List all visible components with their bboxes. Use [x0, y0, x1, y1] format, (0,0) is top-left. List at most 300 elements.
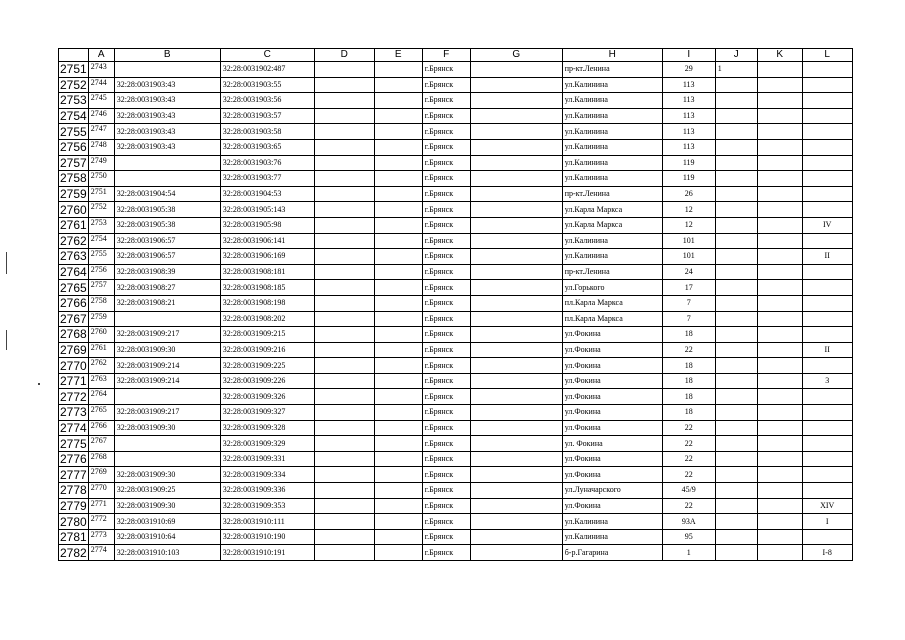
- cell-j[interactable]: [715, 280, 757, 296]
- cell-b[interactable]: 32:28:0031909:30: [114, 467, 220, 483]
- cell-e[interactable]: [374, 264, 422, 280]
- cell-e[interactable]: [374, 108, 422, 124]
- cell-e[interactable]: [374, 93, 422, 109]
- cell-g[interactable]: [470, 545, 562, 561]
- cell-f[interactable]: г.Брянск: [422, 373, 470, 389]
- cell-c[interactable]: 32:28:0031909:334: [220, 467, 314, 483]
- cell-e[interactable]: [374, 467, 422, 483]
- cell-j[interactable]: [715, 529, 757, 545]
- cell-g[interactable]: [470, 108, 562, 124]
- row-number[interactable]: 2757: [60, 155, 87, 170]
- cell-e[interactable]: [374, 342, 422, 358]
- cell-k[interactable]: [757, 467, 802, 483]
- cell-i[interactable]: 22: [662, 467, 715, 483]
- cell-h[interactable]: ул.Карла Маркса: [562, 202, 662, 218]
- cell-d[interactable]: [314, 467, 374, 483]
- cell-h[interactable]: пр-кт.Ленина: [562, 264, 662, 280]
- cell-a[interactable]: 2743: [88, 62, 114, 78]
- cell-d[interactable]: [314, 171, 374, 187]
- cell-j[interactable]: [715, 545, 757, 561]
- cell-f[interactable]: г.Брянск: [422, 514, 470, 530]
- cell-a[interactable]: 2750: [88, 171, 114, 187]
- cell-k[interactable]: [757, 498, 802, 514]
- cell-d[interactable]: [314, 217, 374, 233]
- cell-f[interactable]: г.Брянск: [422, 202, 470, 218]
- cell-f[interactable]: г.Брянск: [422, 139, 470, 155]
- row-number[interactable]: 2766: [60, 296, 87, 311]
- cell-e[interactable]: [374, 373, 422, 389]
- cell-b[interactable]: 32:28:0031909:25: [114, 483, 220, 499]
- row-number[interactable]: 2762: [60, 233, 87, 248]
- cell-b[interactable]: [114, 451, 220, 467]
- cell-f[interactable]: г.Брянск: [422, 233, 470, 249]
- cell-k[interactable]: [757, 405, 802, 421]
- cell-i[interactable]: 29: [662, 62, 715, 78]
- cell-d[interactable]: [314, 483, 374, 499]
- cell-h[interactable]: ул.Калинина: [562, 514, 662, 530]
- cell-a[interactable]: 2746: [88, 108, 114, 124]
- cell-a[interactable]: 2774: [88, 545, 114, 561]
- cell-l[interactable]: [802, 155, 852, 171]
- cell-b[interactable]: 32:28:0031910:103: [114, 545, 220, 561]
- cell-l[interactable]: XIV: [802, 498, 852, 514]
- cell-l[interactable]: II: [802, 249, 852, 265]
- cell-k[interactable]: [757, 451, 802, 467]
- cell-i[interactable]: 18: [662, 327, 715, 343]
- row-number[interactable]: 2777: [60, 467, 87, 482]
- cell-j[interactable]: [715, 124, 757, 140]
- cell-i[interactable]: 1: [662, 545, 715, 561]
- cell-d[interactable]: [314, 545, 374, 561]
- cell-f[interactable]: г.Брянск: [422, 498, 470, 514]
- cell-e[interactable]: [374, 436, 422, 452]
- cell-f[interactable]: г.Брянск: [422, 62, 470, 78]
- cell-h[interactable]: ул.Горького: [562, 280, 662, 296]
- cell-e[interactable]: [374, 171, 422, 187]
- cell-d[interactable]: [314, 436, 374, 452]
- cell-f[interactable]: г.Брянск: [422, 217, 470, 233]
- cell-f[interactable]: г.Брянск: [422, 358, 470, 374]
- cell-f[interactable]: г.Брянск: [422, 327, 470, 343]
- row-number[interactable]: 2770: [60, 358, 87, 373]
- cell-j[interactable]: [715, 139, 757, 155]
- cell-h[interactable]: ул.Фокина: [562, 389, 662, 405]
- cell-j[interactable]: [715, 217, 757, 233]
- cell-l[interactable]: [802, 77, 852, 93]
- cell-e[interactable]: [374, 249, 422, 265]
- cell-h[interactable]: ул.Фокина: [562, 467, 662, 483]
- cell-a[interactable]: 2762: [88, 358, 114, 374]
- cell-a[interactable]: 2773: [88, 529, 114, 545]
- row-number[interactable]: 2758: [60, 171, 87, 186]
- cell-g[interactable]: [470, 498, 562, 514]
- cell-j[interactable]: [715, 171, 757, 187]
- row-number[interactable]: 2765: [60, 280, 87, 295]
- cell-g[interactable]: [470, 202, 562, 218]
- cell-i[interactable]: 101: [662, 233, 715, 249]
- cell-e[interactable]: [374, 514, 422, 530]
- cell-e[interactable]: [374, 498, 422, 514]
- cell-a[interactable]: 2763: [88, 373, 114, 389]
- cell-e[interactable]: [374, 389, 422, 405]
- cell-i[interactable]: 12: [662, 217, 715, 233]
- cell-e[interactable]: [374, 405, 422, 421]
- cell-d[interactable]: [314, 264, 374, 280]
- cell-b[interactable]: 32:28:0031909:217: [114, 405, 220, 421]
- cell-a[interactable]: 2765: [88, 405, 114, 421]
- cell-c[interactable]: 32:28:0031903:57: [220, 108, 314, 124]
- cell-a[interactable]: 2759: [88, 311, 114, 327]
- cell-l[interactable]: [802, 436, 852, 452]
- cell-l[interactable]: [802, 483, 852, 499]
- row-number[interactable]: 2769: [60, 342, 87, 357]
- cell-d[interactable]: [314, 77, 374, 93]
- cell-g[interactable]: [470, 373, 562, 389]
- cell-e[interactable]: [374, 545, 422, 561]
- cell-e[interactable]: [374, 529, 422, 545]
- column-header-h[interactable]: H: [562, 49, 662, 62]
- cell-l[interactable]: [802, 62, 852, 78]
- cell-h[interactable]: ул.Карла Маркса: [562, 217, 662, 233]
- cell-f[interactable]: г.Брянск: [422, 451, 470, 467]
- cell-k[interactable]: [757, 139, 802, 155]
- cell-d[interactable]: [314, 311, 374, 327]
- cell-a[interactable]: 2749: [88, 155, 114, 171]
- cell-g[interactable]: [470, 186, 562, 202]
- cell-i[interactable]: 113: [662, 139, 715, 155]
- cell-c[interactable]: 32:28:0031905:143: [220, 202, 314, 218]
- cell-j[interactable]: [715, 233, 757, 249]
- cell-d[interactable]: [314, 498, 374, 514]
- cell-i[interactable]: 22: [662, 436, 715, 452]
- cell-a[interactable]: 2772: [88, 514, 114, 530]
- cell-e[interactable]: [374, 186, 422, 202]
- cell-l[interactable]: IV: [802, 217, 852, 233]
- cell-j[interactable]: [715, 451, 757, 467]
- cell-k[interactable]: [757, 311, 802, 327]
- cell-j[interactable]: 1: [715, 62, 757, 78]
- cell-k[interactable]: [757, 108, 802, 124]
- column-header-k[interactable]: K: [757, 49, 802, 62]
- row-number[interactable]: 2752: [60, 77, 87, 92]
- cell-d[interactable]: [314, 280, 374, 296]
- cell-i[interactable]: 26: [662, 186, 715, 202]
- cell-i[interactable]: 7: [662, 295, 715, 311]
- cell-g[interactable]: [470, 483, 562, 499]
- cell-b[interactable]: [114, 436, 220, 452]
- cell-c[interactable]: 32:28:0031909:329: [220, 436, 314, 452]
- cell-a[interactable]: 2760: [88, 327, 114, 343]
- cell-i[interactable]: 113: [662, 77, 715, 93]
- cell-l[interactable]: [802, 467, 852, 483]
- cell-b[interactable]: [114, 389, 220, 405]
- cell-l[interactable]: [802, 124, 852, 140]
- cell-g[interactable]: [470, 264, 562, 280]
- cell-b[interactable]: 32:28:0031903:43: [114, 93, 220, 109]
- cell-k[interactable]: [757, 77, 802, 93]
- cell-h[interactable]: пл.Карла Маркса: [562, 311, 662, 327]
- cell-e[interactable]: [374, 327, 422, 343]
- cell-e[interactable]: [374, 420, 422, 436]
- cell-b[interactable]: [114, 171, 220, 187]
- cell-f[interactable]: г.Брянск: [422, 93, 470, 109]
- cell-i[interactable]: 7: [662, 311, 715, 327]
- cell-l[interactable]: [802, 186, 852, 202]
- cell-a[interactable]: 2745: [88, 93, 114, 109]
- cell-d[interactable]: [314, 327, 374, 343]
- cell-d[interactable]: [314, 529, 374, 545]
- cell-c[interactable]: 32:28:0031910:190: [220, 529, 314, 545]
- column-header-l[interactable]: L: [802, 49, 852, 62]
- cell-g[interactable]: [470, 139, 562, 155]
- cell-i[interactable]: 24: [662, 264, 715, 280]
- cell-j[interactable]: [715, 467, 757, 483]
- cell-l[interactable]: [802, 405, 852, 421]
- cell-f[interactable]: г.Брянск: [422, 249, 470, 265]
- cell-l[interactable]: II: [802, 342, 852, 358]
- cell-a[interactable]: 2769: [88, 467, 114, 483]
- cell-h[interactable]: пр-кт.Ленина: [562, 186, 662, 202]
- cell-a[interactable]: 2761: [88, 342, 114, 358]
- row-number[interactable]: 2781: [60, 530, 87, 545]
- cell-i[interactable]: 45/9: [662, 483, 715, 499]
- cell-i[interactable]: 17: [662, 280, 715, 296]
- row-number[interactable]: 2780: [60, 514, 87, 529]
- cell-j[interactable]: [715, 202, 757, 218]
- cell-b[interactable]: 32:28:0031906:57: [114, 249, 220, 265]
- cell-a[interactable]: 2752: [88, 202, 114, 218]
- cell-e[interactable]: [374, 233, 422, 249]
- cell-g[interactable]: [470, 155, 562, 171]
- row-number[interactable]: 2754: [60, 109, 87, 124]
- cell-a[interactable]: 2747: [88, 124, 114, 140]
- cell-i[interactable]: 22: [662, 498, 715, 514]
- cell-j[interactable]: [715, 327, 757, 343]
- cell-b[interactable]: 32:28:0031909:214: [114, 373, 220, 389]
- cell-e[interactable]: [374, 280, 422, 296]
- cell-g[interactable]: [470, 249, 562, 265]
- cell-i[interactable]: 18: [662, 373, 715, 389]
- cell-g[interactable]: [470, 358, 562, 374]
- row-number[interactable]: 2779: [60, 498, 87, 513]
- cell-k[interactable]: [757, 171, 802, 187]
- cell-g[interactable]: [470, 311, 562, 327]
- cell-i[interactable]: 22: [662, 342, 715, 358]
- cell-f[interactable]: г.Брянск: [422, 405, 470, 421]
- cell-b[interactable]: 32:28:0031908:39: [114, 264, 220, 280]
- cell-k[interactable]: [757, 436, 802, 452]
- cell-e[interactable]: [374, 483, 422, 499]
- cell-k[interactable]: [757, 217, 802, 233]
- cell-b[interactable]: 32:28:0031908:21: [114, 295, 220, 311]
- column-header-g[interactable]: G: [470, 49, 562, 62]
- cell-d[interactable]: [314, 358, 374, 374]
- cell-a[interactable]: 2751: [88, 186, 114, 202]
- cell-h[interactable]: ул.Фокина: [562, 498, 662, 514]
- row-number[interactable]: 2760: [60, 202, 87, 217]
- cell-b[interactable]: 32:28:0031910:69: [114, 514, 220, 530]
- cell-c[interactable]: 32:28:0031909:336: [220, 483, 314, 499]
- row-number[interactable]: 2778: [60, 483, 87, 498]
- column-header-j[interactable]: J: [715, 49, 757, 62]
- cell-l[interactable]: [802, 358, 852, 374]
- cell-c[interactable]: 32:28:0031910:111: [220, 514, 314, 530]
- row-number[interactable]: 2761: [60, 218, 87, 233]
- cell-i[interactable]: 18: [662, 358, 715, 374]
- cell-h[interactable]: ул. Фокина: [562, 436, 662, 452]
- cell-k[interactable]: [757, 514, 802, 530]
- cell-j[interactable]: [715, 373, 757, 389]
- cell-f[interactable]: г.Брянск: [422, 389, 470, 405]
- cell-i[interactable]: 119: [662, 155, 715, 171]
- cell-b[interactable]: 32:28:0031909:30: [114, 342, 220, 358]
- cell-f[interactable]: г.Брянск: [422, 280, 470, 296]
- cell-k[interactable]: [757, 327, 802, 343]
- cell-j[interactable]: [715, 514, 757, 530]
- cell-i[interactable]: 113: [662, 108, 715, 124]
- cell-a[interactable]: 2770: [88, 483, 114, 499]
- cell-d[interactable]: [314, 108, 374, 124]
- cell-l[interactable]: [802, 420, 852, 436]
- cell-e[interactable]: [374, 62, 422, 78]
- cell-l[interactable]: [802, 202, 852, 218]
- cell-g[interactable]: [470, 280, 562, 296]
- cell-j[interactable]: [715, 358, 757, 374]
- cell-a[interactable]: 2744: [88, 77, 114, 93]
- cell-k[interactable]: [757, 233, 802, 249]
- cell-g[interactable]: [470, 93, 562, 109]
- cell-h[interactable]: ул.Фокина: [562, 327, 662, 343]
- cell-f[interactable]: г.Брянск: [422, 545, 470, 561]
- cell-f[interactable]: г.Брянск: [422, 155, 470, 171]
- cell-f[interactable]: г.Брянск: [422, 264, 470, 280]
- cell-l[interactable]: [802, 264, 852, 280]
- cell-j[interactable]: [715, 295, 757, 311]
- cell-b[interactable]: 32:28:0031909:30: [114, 498, 220, 514]
- cell-i[interactable]: 93А: [662, 514, 715, 530]
- cell-l[interactable]: 3: [802, 373, 852, 389]
- cell-c[interactable]: 32:28:0031909:331: [220, 451, 314, 467]
- row-number[interactable]: 2763: [60, 249, 87, 264]
- cell-f[interactable]: г.Брянск: [422, 342, 470, 358]
- cell-k[interactable]: [757, 529, 802, 545]
- cell-e[interactable]: [374, 124, 422, 140]
- row-number[interactable]: 2775: [60, 436, 87, 451]
- cell-k[interactable]: [757, 483, 802, 499]
- cell-h[interactable]: ул.Калинина: [562, 139, 662, 155]
- cell-g[interactable]: [470, 77, 562, 93]
- cell-j[interactable]: [715, 249, 757, 265]
- cell-a[interactable]: 2768: [88, 451, 114, 467]
- cell-j[interactable]: [715, 186, 757, 202]
- cell-h[interactable]: ул.Фокина: [562, 451, 662, 467]
- column-header-a[interactable]: A: [88, 49, 114, 62]
- row-number[interactable]: 2774: [60, 420, 87, 435]
- cell-d[interactable]: [314, 186, 374, 202]
- cell-c[interactable]: 32:28:0031906:169: [220, 249, 314, 265]
- cell-d[interactable]: [314, 202, 374, 218]
- cell-e[interactable]: [374, 311, 422, 327]
- cell-h[interactable]: ул.Калинина: [562, 155, 662, 171]
- cell-c[interactable]: 32:28:0031909:326: [220, 389, 314, 405]
- cell-e[interactable]: [374, 451, 422, 467]
- cell-c[interactable]: 32:28:0031909:225: [220, 358, 314, 374]
- cell-d[interactable]: [314, 249, 374, 265]
- cell-d[interactable]: [314, 514, 374, 530]
- cell-b[interactable]: 32:28:0031910:64: [114, 529, 220, 545]
- cell-h[interactable]: ул.Калинина: [562, 233, 662, 249]
- cell-d[interactable]: [314, 155, 374, 171]
- cell-b[interactable]: [114, 155, 220, 171]
- cell-b[interactable]: 32:28:0031903:43: [114, 139, 220, 155]
- cell-k[interactable]: [757, 93, 802, 109]
- cell-f[interactable]: г.Брянск: [422, 467, 470, 483]
- cell-b[interactable]: 32:28:0031909:217: [114, 327, 220, 343]
- cell-g[interactable]: [470, 451, 562, 467]
- cell-j[interactable]: [715, 405, 757, 421]
- cell-c[interactable]: 32:28:0031909:216: [220, 342, 314, 358]
- cell-f[interactable]: г.Брянск: [422, 311, 470, 327]
- cell-g[interactable]: [470, 171, 562, 187]
- cell-i[interactable]: 95: [662, 529, 715, 545]
- cell-d[interactable]: [314, 405, 374, 421]
- cell-k[interactable]: [757, 202, 802, 218]
- cell-g[interactable]: [470, 389, 562, 405]
- cell-j[interactable]: [715, 483, 757, 499]
- cell-l[interactable]: [802, 529, 852, 545]
- cell-d[interactable]: [314, 342, 374, 358]
- cell-e[interactable]: [374, 77, 422, 93]
- cell-c[interactable]: 32:28:0031909:327: [220, 405, 314, 421]
- cell-i[interactable]: 18: [662, 405, 715, 421]
- cell-h[interactable]: ул.Фокина: [562, 420, 662, 436]
- cell-b[interactable]: 32:28:0031904:54: [114, 186, 220, 202]
- cell-l[interactable]: [802, 389, 852, 405]
- cell-g[interactable]: [470, 529, 562, 545]
- cell-g[interactable]: [470, 217, 562, 233]
- row-number[interactable]: 2767: [60, 311, 87, 326]
- cell-i[interactable]: 12: [662, 202, 715, 218]
- cell-l[interactable]: [802, 280, 852, 296]
- cell-c[interactable]: 32:28:0031909:353: [220, 498, 314, 514]
- cell-g[interactable]: [470, 514, 562, 530]
- cell-b[interactable]: 32:28:0031903:43: [114, 124, 220, 140]
- cell-a[interactable]: 2766: [88, 420, 114, 436]
- cell-c[interactable]: 32:28:0031903:56: [220, 93, 314, 109]
- cell-b[interactable]: [114, 62, 220, 78]
- cell-c[interactable]: 32:28:0031905:98: [220, 217, 314, 233]
- cell-c[interactable]: 32:28:0031908:202: [220, 311, 314, 327]
- cell-f[interactable]: г.Брянск: [422, 436, 470, 452]
- cell-l[interactable]: [802, 233, 852, 249]
- cell-a[interactable]: 2757: [88, 280, 114, 296]
- cell-j[interactable]: [715, 342, 757, 358]
- cell-j[interactable]: [715, 264, 757, 280]
- cell-h[interactable]: ул.Фокина: [562, 405, 662, 421]
- cell-c[interactable]: 32:28:0031903:58: [220, 124, 314, 140]
- cell-h[interactable]: ул.Калинина: [562, 77, 662, 93]
- cell-f[interactable]: г.Брянск: [422, 77, 470, 93]
- cell-b[interactable]: 32:28:0031908:27: [114, 280, 220, 296]
- row-number[interactable]: 2773: [60, 405, 87, 420]
- cell-j[interactable]: [715, 389, 757, 405]
- cell-i[interactable]: 119: [662, 171, 715, 187]
- cell-k[interactable]: [757, 155, 802, 171]
- cell-k[interactable]: [757, 358, 802, 374]
- cell-d[interactable]: [314, 295, 374, 311]
- cell-i[interactable]: 113: [662, 93, 715, 109]
- cell-k[interactable]: [757, 389, 802, 405]
